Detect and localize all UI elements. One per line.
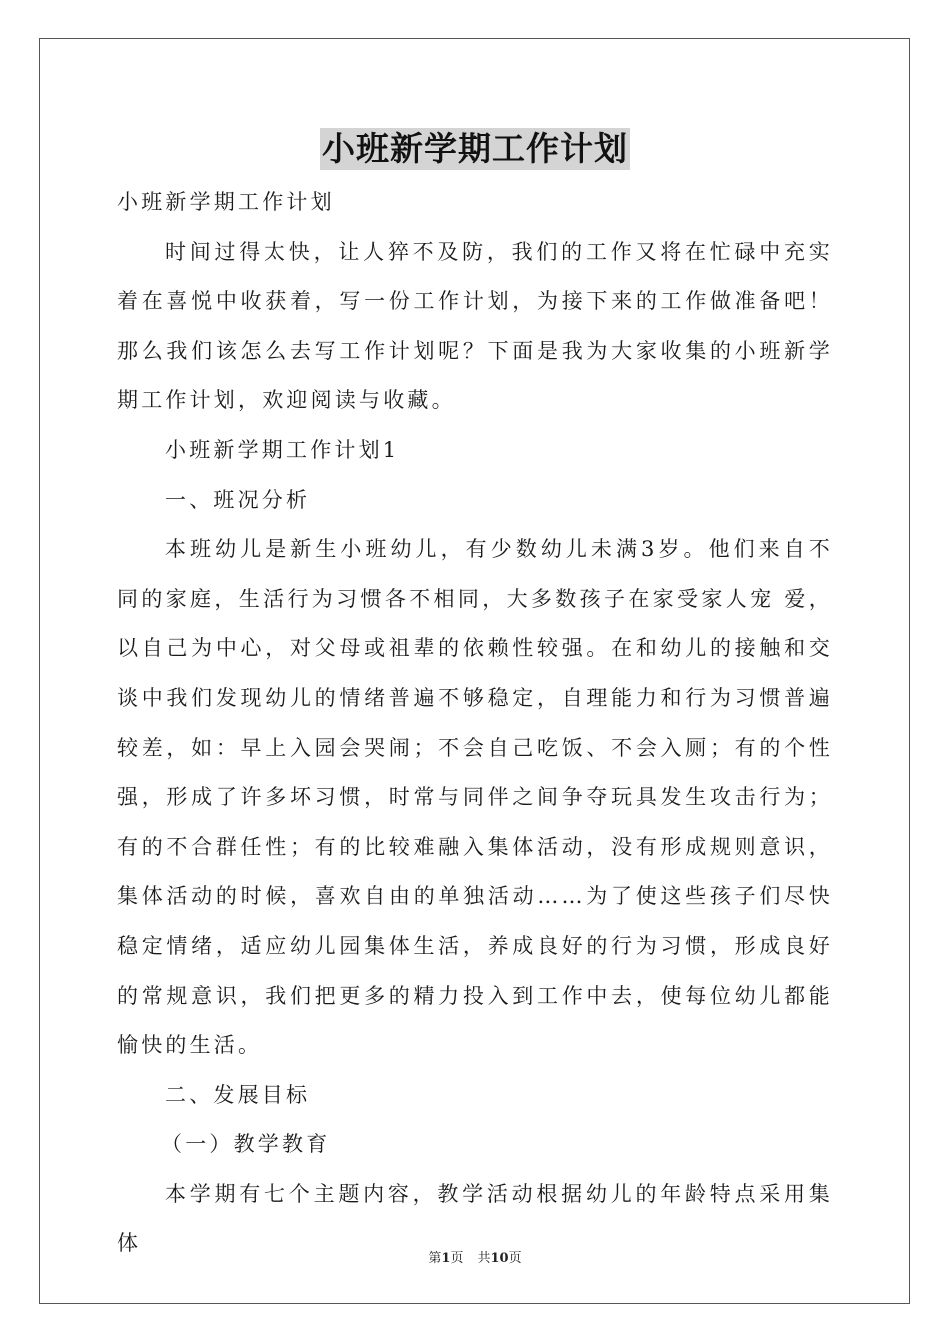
total-prefix: 共 bbox=[477, 1251, 491, 1266]
intro-paragraph: 时间过得太快，让人猝不及防，我们的工作又将在忙碌中充实着在喜悦中收获着，写一份工作计划，为接下来的工作做准备吧！那么我们该怎么去写工作计划呢？下面是我为大家收集的小班新学期工作计划，欢迎阅读与收藏。 bbox=[117, 239, 833, 413]
title-wrapper bbox=[0, 128, 950, 170]
section-heading-plan-1: 小班新学期工作计划1 bbox=[165, 437, 400, 462]
section-heading-goals: 二、发展目标 bbox=[165, 1082, 311, 1107]
teaching-paragraph: 本学期有七个主题内容，教学活动根据幼儿的年龄特点采用集体 bbox=[117, 1181, 833, 1256]
page-footer bbox=[0, 1247, 950, 1266]
total-page-number: 10 bbox=[490, 1251, 509, 1266]
document-body bbox=[117, 178, 833, 1269]
section-heading-class-analysis: 一、班况分析 bbox=[165, 487, 311, 512]
document-title: 小班新学期工作计划 bbox=[322, 129, 628, 168]
page-suffix: 页 bbox=[450, 1251, 464, 1266]
class-analysis-paragraph: 本班幼儿是新生小班幼儿，有少数幼儿未满3岁。他们来自不同的家庭，生活行为习惯各不相同，大多数孩子在家受家人宠 爱，以自己为中心，对父母或祖辈的依赖性较强。在和幼儿的接触和交谈中我们发现幼儿的情绪普遍不够稳定，自理能力和行为习惯普遍较差，如：早上入园会哭闹；不会自己吃饭、不会入厕；有的个性强，形成了许多坏习惯，时常与同伴之间争夺玩具发生攻击行为；有的不合群任性；有的比较难融入集体活动，没有形成规则意识，集体活动的时候，喜欢自由的单独活动……为了使这些孩子们尽快稳定情绪，适应幼儿园集体生活，养成良好的行为习惯，形成良好的常规意识，我们把更多的精力投入到工作中去，使每位幼儿都能愉快的生活。 bbox=[117, 537, 833, 1058]
total-suffix: 页 bbox=[508, 1251, 522, 1266]
page-number-label bbox=[428, 1251, 463, 1266]
page-prefix: 第 bbox=[428, 1251, 442, 1266]
document-subtitle: 小班新学期工作计划 bbox=[117, 190, 335, 214]
subsection-heading-teaching: （一）教学教育 bbox=[161, 1132, 331, 1157]
current-page-number: 1 bbox=[441, 1251, 451, 1266]
page-total-label bbox=[477, 1251, 521, 1266]
